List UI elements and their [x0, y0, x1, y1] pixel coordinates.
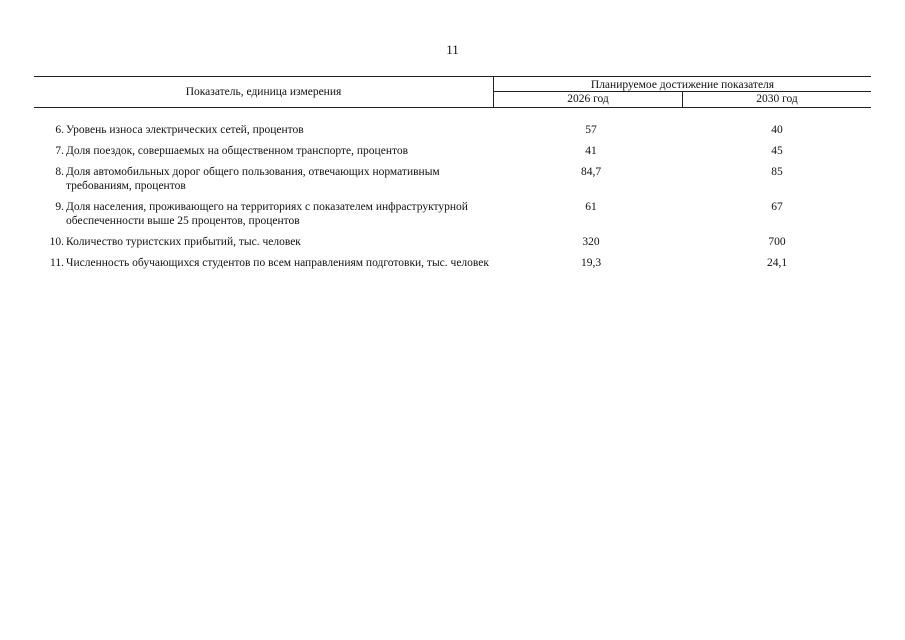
- table-row: [34, 123, 871, 137]
- row-value-2026: 320: [582, 236, 600, 248]
- row-value-2026: 19,3: [580, 257, 602, 269]
- row-label-text: Количество туристских прибытий, тыс. человек: [66, 236, 301, 248]
- row-number: 9.: [55, 201, 64, 213]
- row-label-text: Уровень износа электрических сетей, процентов: [66, 124, 304, 136]
- table-row: [34, 144, 871, 158]
- table-header: [34, 76, 871, 108]
- row-value-2026: 61: [585, 201, 597, 213]
- row-label: [64, 144, 498, 158]
- table-row: [34, 165, 871, 193]
- row-value-2026: 57: [585, 124, 597, 136]
- row-number: 11.: [50, 257, 64, 269]
- row-value-2030: 24,1: [766, 257, 788, 269]
- row-label: [64, 256, 498, 270]
- row-label: [64, 235, 498, 249]
- row-value-2030: 40: [771, 124, 783, 136]
- header-indicator: Показатель, единица измерения: [185, 86, 342, 98]
- header-plan-title: Планируемое достижение показателя: [494, 77, 871, 92]
- row-value-2030: 700: [768, 236, 786, 248]
- table-row: [34, 235, 871, 249]
- row-label-text: Численность обучающихся студентов по всем направлениям подготовки, тыс. человек: [66, 257, 489, 269]
- table-body: [34, 123, 871, 277]
- page-number: 11: [446, 42, 459, 57]
- row-number: 7.: [55, 145, 64, 157]
- row-label: [64, 165, 498, 193]
- row-label-text: Доля автомобильных дорог общего пользования, отвечающих нормативным требованиям, процентов: [66, 166, 440, 192]
- row-value-2030: 67: [771, 201, 783, 213]
- row-value-2030: 85: [771, 166, 783, 178]
- row-value-2030: 45: [771, 145, 783, 157]
- row-value-2026: 84,7: [580, 166, 602, 178]
- header-year-2026: 2026 год: [567, 93, 609, 105]
- row-label: [64, 123, 498, 137]
- row-label-text: Доля поездок, совершаемых на общественном транспорте, процентов: [66, 145, 409, 157]
- row-number: 6.: [55, 124, 64, 136]
- header-year-2030: 2030 год: [682, 92, 871, 107]
- row-label: [64, 200, 498, 228]
- row-number: 8.: [55, 166, 64, 178]
- table-row: [34, 200, 871, 228]
- header-plan-group: [493, 77, 871, 107]
- row-label-text: Доля населения, проживающего на территориях с показателем инфраструктурной обеспеченности выше 25 процентов, процентов: [66, 201, 468, 227]
- table-row: [34, 256, 871, 270]
- row-number: 10.: [49, 236, 64, 248]
- row-value-2026: 41: [585, 145, 597, 157]
- header-years: [494, 92, 871, 107]
